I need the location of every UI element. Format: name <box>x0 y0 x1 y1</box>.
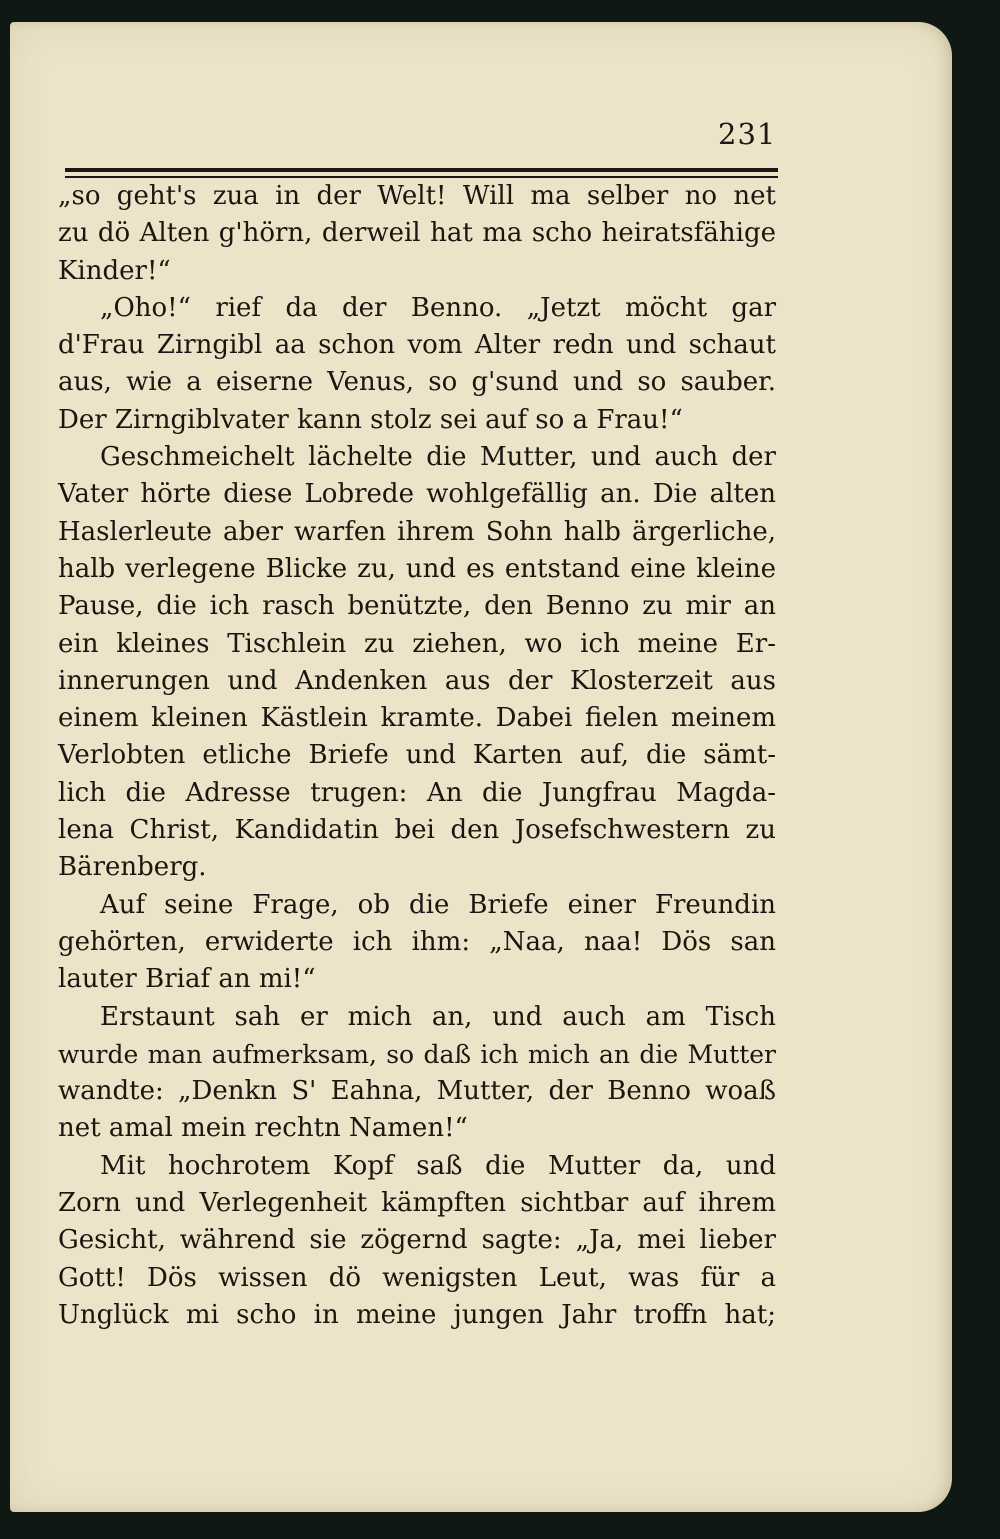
text-line: Gott! Dös wissen dö wenigsten Leut, was für a <box>58 1262 776 1293</box>
text-line: „so geht's zua in der Welt! Will ma selber no net <box>58 181 776 211</box>
text-line: zu dö Alten g'hörn, derweil hat ma scho heiratsfähige <box>58 218 776 249</box>
text-line: lich die Adresse trugen: An die Jungfrau Magda- <box>58 777 776 808</box>
text-line: Vater hörte diese Lobrede wohlgefällig an. Die alten <box>58 479 776 510</box>
text-line: halb verlegene Blicke zu, und es entstand eine kleine <box>58 553 776 584</box>
text-line: wandte: „Denkn S' Eahna, Mutter, der Benno woaß <box>58 1076 776 1107</box>
text-line: innerungen und Andenken aus der Klosterzeit aus <box>58 665 776 696</box>
text-line: „Oho!“ rief da der Benno. „Jetzt möcht gar <box>100 292 776 323</box>
text-line: Mit hochrotem Kopf saß die Mutter da, und <box>100 1150 776 1181</box>
text-line: aus, wie a eiserne Venus, so g'sund und so sauber. <box>58 367 776 398</box>
text-line: Verlobten etliche Briefe und Karten auf, die sämt- <box>58 740 776 771</box>
text-line: gehörten, erwiderte ich ihm: „Naa, naa! Dös san <box>58 926 776 957</box>
text-line: d'Frau Zirngibl aa schon vom Alter redn und schaut <box>58 330 776 361</box>
text-line: lauter Briaf an mi!“ <box>58 964 316 995</box>
text-line: Pause, die ich rasch benützte, den Benno zu mir an <box>58 591 776 622</box>
text-line: ein kleines Tischlein zu ziehen, wo ich meine Er- <box>58 628 776 659</box>
text-line: Zorn und Verlegenheit kämpften sichtbar auf ihrem <box>58 1188 776 1219</box>
header-rule-thick <box>65 168 778 172</box>
text-line: einem kleinen Kästlein kramte. Dabei fielen meinem <box>58 703 776 734</box>
text-line: Kinder!“ <box>58 255 171 286</box>
text-line: Auf seine Frage, ob die Briefe einer Freundin <box>100 889 776 920</box>
text-line: wurde man aufmerksam, so daß ich mich an die Mutter <box>58 1039 776 1069</box>
page-number: 231 <box>718 117 777 151</box>
text-line: Gesicht, während sie zögernd sagte: „Ja, mei lieber <box>58 1225 776 1256</box>
body-text <box>58 178 776 1334</box>
text-line: Geschmeichelt lächelte die Mutter, und auch der <box>100 442 776 473</box>
text-line: Der Zirngiblvater kann stolz sei auf so a Frau!“ <box>58 404 683 435</box>
text-line: Unglück mi scho in meine jungen Jahr troffn hat; <box>58 1299 776 1330</box>
text-line: net amal mein rechtn Namen!“ <box>58 1113 468 1144</box>
text-line: lena Christ, Kandidatin bei den Josefschwestern zu <box>58 815 776 846</box>
text-line: Erstaunt sah er mich an, und auch am Tisch <box>100 1001 776 1032</box>
text-line: Haslerleute aber warfen ihrem Sohn halb ärgerliche, <box>58 516 776 547</box>
text-line: Bärenberg. <box>58 852 207 883</box>
